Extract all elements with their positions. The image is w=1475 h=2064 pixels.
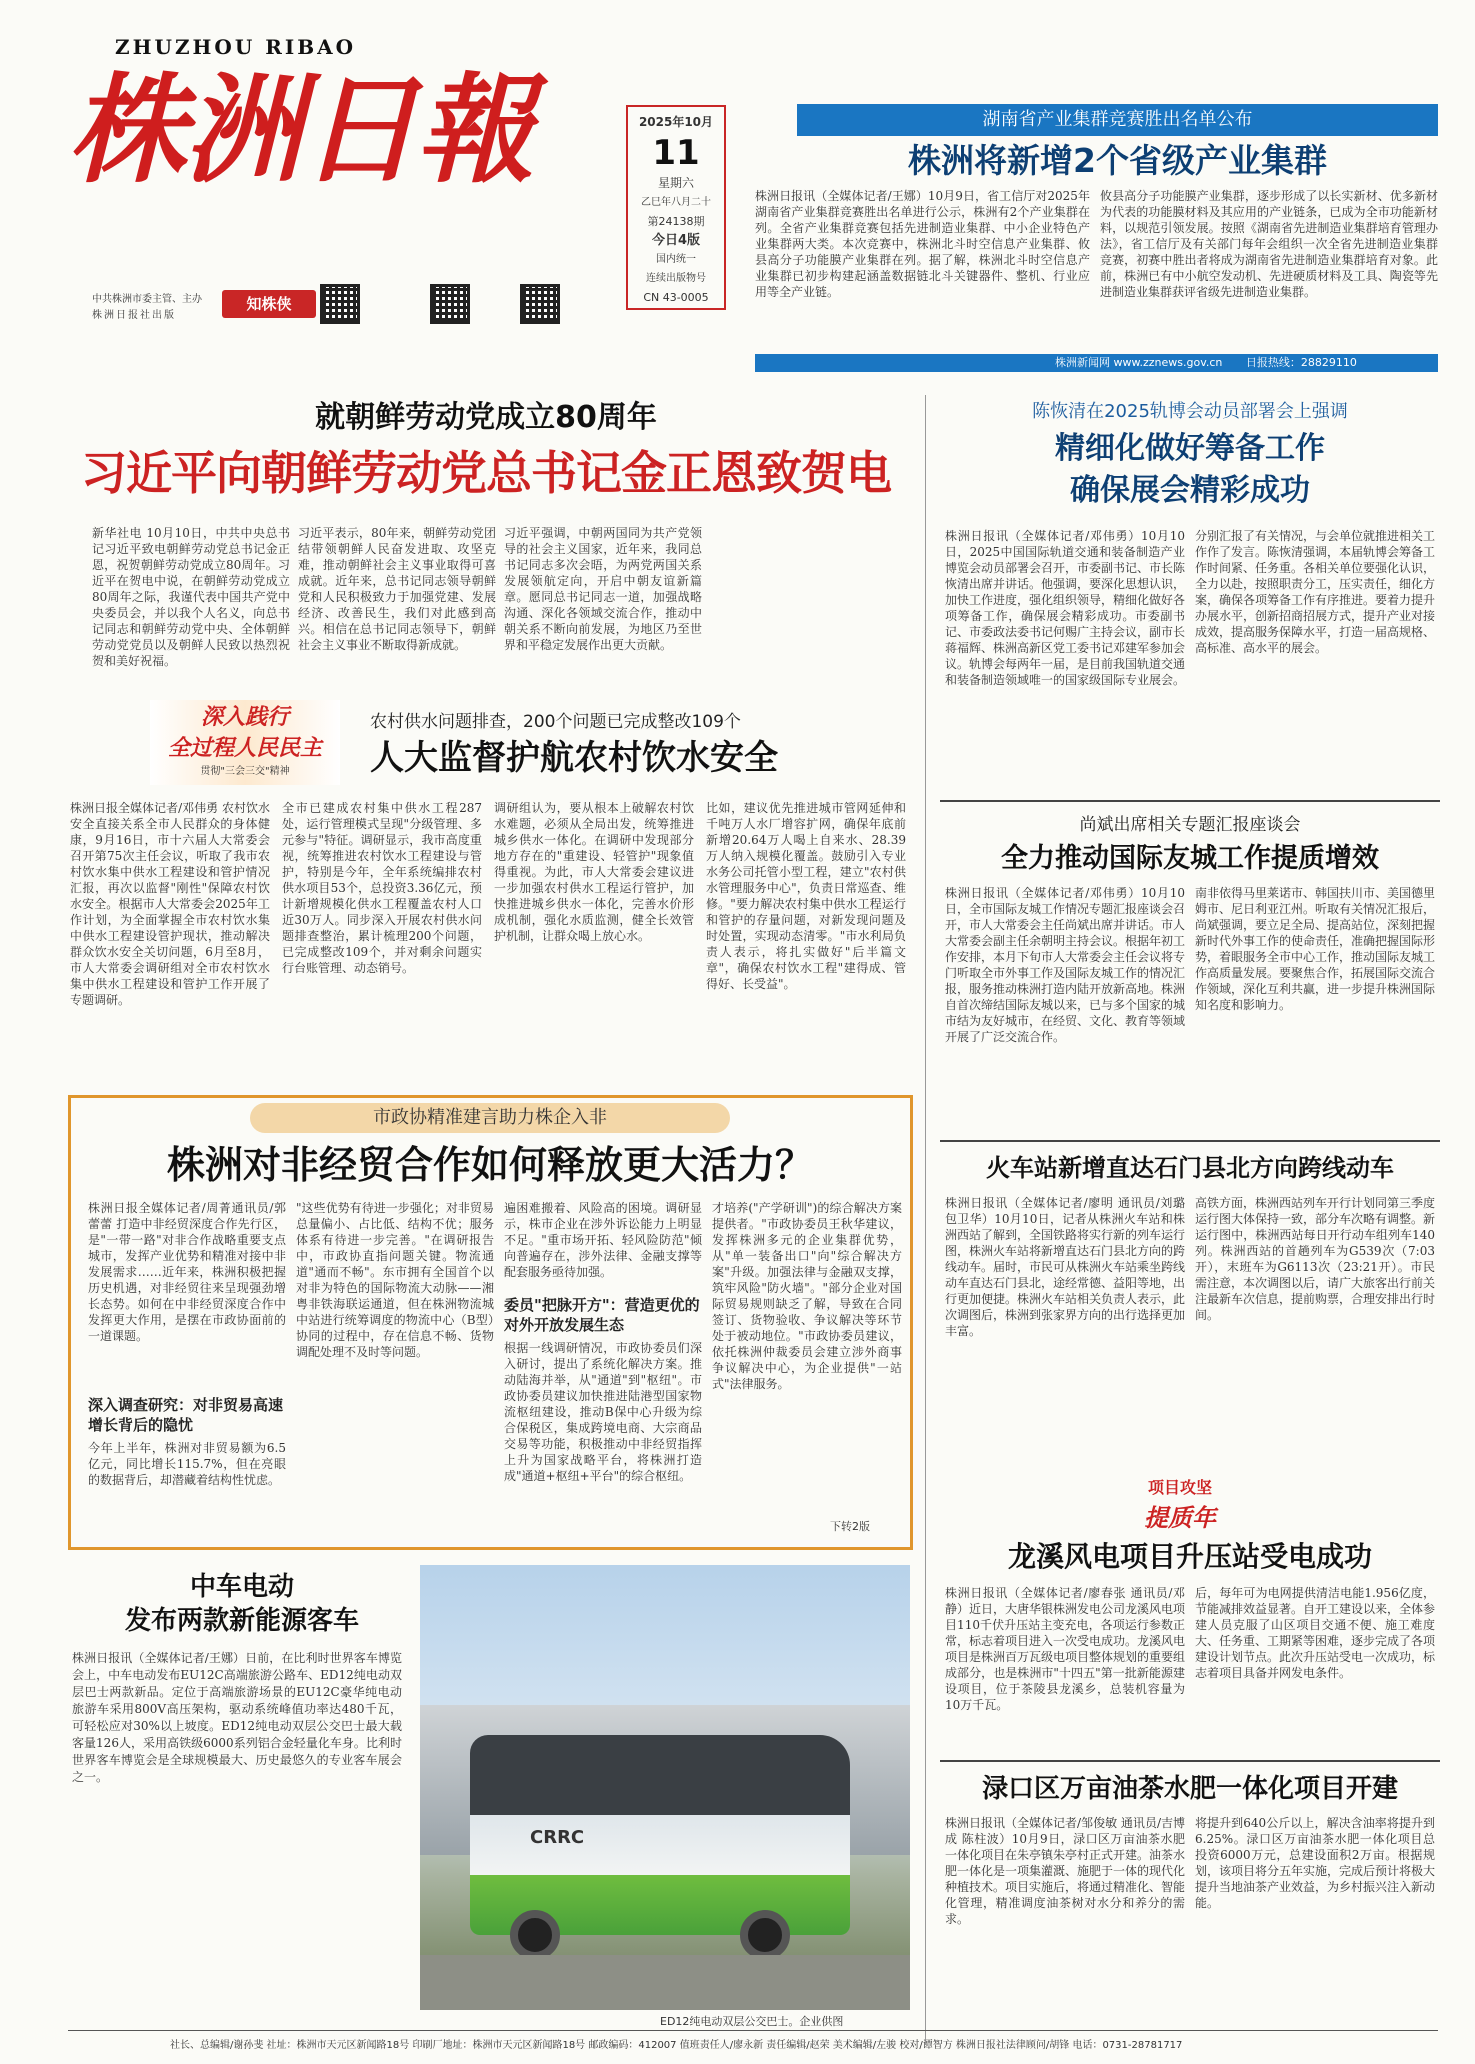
fertilizer-headline: 渌口区万亩油茶水肥一体化项目开建 <box>981 1774 1398 1804</box>
bus-photo <box>420 1565 910 2010</box>
bus-headline-1: 中车电动 <box>189 1572 294 1602</box>
train-col-2: 高铁方面，株洲西站列车开行计划同第三季度运行图大体保持一致，部分车次略有调整。新运行图中，株洲西站每日开行动车组列车140列。株洲西站的首趟列车为G539次（7:03开），末班车为G6113次（23:21开）。市民需注意，本次调图以后，请广大旅客出行前关注最新车次信息，提前购票，合理安排出行时间。 <box>1195 1196 1435 1322</box>
issue-number: 第24138期 <box>647 215 705 228</box>
lunar-date: 乙巳年八月二十 <box>641 197 711 208</box>
lead-col-2: 习近平表示，80年来，朝鲜劳动党团结带领朝鲜人民奋发进取、攻坚克难，推动朝鲜社会主义事业取得可喜成就。近年来，总书记同志领导朝鲜党和人民积极致力于加强党建、发展经济、改善民生，我们对此感到高兴。相信在总书记同志领导下，朝鲜社会主义事业不断取得新成就。 <box>298 526 496 652</box>
cppcc-subhead-2: 委员"把脉开方"：营造更优的对外开放发展生态 <box>504 1296 700 1334</box>
cppcc-subhead-1: 深入调查研究：对非贸易高速增长背后的隐忧 <box>88 1396 284 1434</box>
photo-caption: ED12纯电动双层公交巴士。企业供图 <box>660 2015 844 2028</box>
water-col-4: 比如，建议优先推进城市管网延伸和千吨万人水厂增容扩网，确保年底前新增20.64万人喝上自来水、28.39万人纳入规模化覆盖。鼓励引入专业水务公司托管小型工程，建立"农村供水管理服务中心"，负责日常巡查、维修。"要力解决农村集中供水工程运行和管护的存量问题，对新发现问题及时处置，实现动态清零。"市水利局负责人表示，将扎实做好"后半篇文章"，确保农村饮水工程"建得成、管得好、长受益"。 <box>706 801 906 991</box>
masthead-title: 株洲日報 <box>68 60 533 199</box>
publisher-line: 株洲日报社出版 <box>92 310 176 321</box>
cppcc-col-4: 才培养("产学研训")的综合解决方案提供者。"市政协委员王秋华建议，发挥株洲多元的企业集群优势，从"单一装备出口"向"综合解决方案"升级。加强法律与金融双支撑，筑牢风险"防火墙"。"部分企业对国际贸易规则缺乏了解，导致在合同签订、货物验收、争议解决等环节处于被动地位。"市政协委员建议，依托株洲仲裁委员会建立涉外商事争议解决中心，为企业提供"一站式"法律服务。 <box>712 1201 902 1391</box>
continued-link[interactable]: 下转2版 <box>830 1520 870 1533</box>
tongyi-label: 国内统一 <box>656 254 696 265</box>
water-headline: 人大监督护航农村饮水安全 <box>370 738 778 778</box>
footer-text: 社长、总编辑/谢孙斐 社址：株洲市天元区新闻路18号 印刷厂地址：株洲市天元区新闻路18号 邮政编码：412007 值班责任人/廖永新 责任编辑/赵荣 美术编辑/左骏 校对/谭智方 株洲日报社法律顾问/胡锋 电话：0731-28781717 <box>170 2040 1183 2051</box>
project-headline: 龙溪风电项目升压站受电成功 <box>1007 1540 1372 1573</box>
masthead-pinyin: ZHUZHOU RIBAO <box>115 35 357 59</box>
road <box>420 1955 910 2010</box>
wheel-icon <box>510 1910 560 1960</box>
sponsor-block <box>92 292 202 324</box>
expo-col-2: 分别汇报了有关情况，与会单位就推进相关工作作了发言。陈恢清强调，本届轨博会筹备工作时间紧、任务重。各相关单位要强化认识，全力以赴，按照职责分工，压实责任，细化方案，确保各项筹备工作有序推进。要着力提升办展水平，创新招商招展方式，提升产业对接成效，提高服务保障水平，打造一届高规格、高标准、高水平的展会。 <box>1195 529 1435 655</box>
column-divider <box>925 395 926 2045</box>
water-col-3: 调研组认为，要从根本上破解农村饮水难题，必须从全局出发，统筹推进城乡供水一体化。在调研中发现部分地方存在的"重建设、轻管护"现象值得重视。为此，市人大常委会建议进一步加强农村供水工程运行管护，加快推进城乡供水一体化，完善水价形成机制，强化水质监测，健全长效管护机制，让群众喝上放心水。 <box>494 801 694 943</box>
date-day: 11 <box>652 133 700 173</box>
cppcc-kicker: 市政协精准建言助力株企入非 <box>250 1103 730 1133</box>
cn-number: CN 43-0005 <box>643 291 709 304</box>
qr-code-icon <box>520 284 560 324</box>
hotline: 日报热线：28829110 <box>1245 356 1357 369</box>
bus-body <box>470 1735 850 1935</box>
page-count: 今日4版 <box>651 233 701 248</box>
cn-label: 连续出版物号 <box>646 273 706 284</box>
section-rule <box>940 1140 1440 1142</box>
project-col-1: 株洲日报讯（全媒体记者/廖春张 通讯员/邓静）近日，大唐华银株洲发电公司龙溪风电项目110千伏升压站主变充电，各项运行参数正常，标志着项目进入一次受电成功。龙溪风电项目是株洲百万瓦级电项目整体规划的重要组成部分，也是株洲市"十四五"第一批新能源建设项目，位于茶陵县龙溪乡，总装机容量为10万千瓦。 <box>945 1586 1185 1712</box>
expo-headline-1: 精细化做好筹备工作 <box>1055 431 1325 466</box>
friendship-kicker: 尚斌出席相关专题汇报座谈会 <box>1079 815 1301 835</box>
section-rule <box>940 1760 1440 1762</box>
cppcc-col-2: "这些优势有待进一步强化；对非贸易总量偏小、占比低、结构不优；服务体系有待进一步完善。"在调研报告中，市政协直指问题关键。物流通道"通而不畅"。东市拥有全国首个以对非为特色的国际物流大动脉——湘粤非铁海联运通道，但在株洲物流城中站进行统筹调度的物流中心（B型）协同的过程中，存在信息不畅、货物调配处理不及时等问题。 <box>296 1201 494 1359</box>
fertilizer-col-1: 株洲日报讯（全媒体记者/邹俊敏 通讯员/吉博成 陈柱波）10月9日，渌口区万亩油茶水肥一体化项目在朱亭镇朱亭村正式开建。油茶水肥一体化是一项集灌溉、施肥于一体的现代化种植技术。项目实施后，将通过精准化、智能化管理，精准调度油茶树对水分和养分的需求。 <box>945 1816 1185 1926</box>
top-kicker: 湖南省产业集群竞赛胜出名单公布 <box>797 104 1438 136</box>
wheel-icon <box>740 1910 790 1960</box>
cppcc-col-1: 株洲日报全媒体记者/周菁通讯员/郭蕾蕾 打造中非经贸深度合作先行区，是"一带一路"对非合作战略重要支点城市，发挥产业优势和精准对接中非发展需求……近年来，株洲积极把握历史机遇，对非经贸往来呈现强劲增长态势。如何在中非经贸深度合作中发挥更大作用，是摆在市政协面前的一道课题。 <box>88 1201 286 1343</box>
project-col-2: 后，每年可为电网提供清洁电能1.956亿度，节能减排效益显著。自开工建设以来，全体参建人员克服了山区项目交通不便、施工难度大、任务重、工期紧等困难，逐步完成了各项建设计划节点。此次升压站受电一次成功，标志着项目具备并网发电条件。 <box>1195 1586 1435 1680</box>
top-headline: 株洲将新增2个省级产业集群 <box>908 141 1327 180</box>
footer-rule <box>68 2030 1438 2031</box>
bus-brand: CRRC <box>530 1827 585 1848</box>
top-col-1: 株洲日报讯（全媒体记者/王娜）10月9日，省工信厅对2025年湖南省产业集群竞赛胜出名单进行公示，株洲有2个产业集群在列。全省产业集群竞赛包括先进制造业集群、中小企业特色产业集群两大类。本次竞赛中，株洲北斗时空信息产业集群、攸县高分子功能膜产业集群在列。据了解，株洲北斗时空信息产业集群已初步构建起涵盖数据链北斗关键器件、整机、行业应用等全产业链。 <box>755 189 1090 299</box>
date-ym: 2025年10月 <box>638 115 714 129</box>
lead-col-1: 新华社电 10月10日，中共中央总书记习近平致电朝鲜劳动党总书记金正恩，祝贺朝鲜劳动党成立80周年。习近平在贺电中说，在朝鲜劳动党成立80周年之际，我谨代表中国共产党中央委员会，并以我个人名义，向总书记同志和朝鲜劳动党中央、全体朝鲜劳动党党员以及朝鲜人民致以热烈祝贺和美好祝福。 <box>92 526 290 668</box>
qr-code-icon <box>430 284 470 324</box>
top-footer-bar <box>755 354 1438 372</box>
friendship-col-1: 株洲日报讯（全媒体记者/邓伟勇）10月10日，全市国际友城工作情况专题汇报座谈会召开，市人大常委会主任尚斌出席并讲话。市人大常委会副主任余朝明主持会议。根据年初工作安排，本月下旬市人大常委会主任会议将专门听取全市外事工作及国际友城工作的情况汇报，服务推动株洲打造内陆开放新高地。株洲自首次缔结国际友城以来，已与多个国家的城市结为友好城市，在经贸、文化、教育等领域开展了广泛交流合作。 <box>945 886 1185 1044</box>
bus-headline-2: 发布两款新能源客车 <box>124 1606 359 1636</box>
democracy-tag <box>150 700 340 785</box>
cppcc-col-3b: 根据一线调研情况，市政协委员们深入研讨，提出了系统化解决方案。推动陆海并举，从"通道"到"枢纽"。市政协委员建议加快推进陆港型国家物流枢纽建设，推动B保中心升级为综合保税区，集成跨境电商、大宗商品交易等功能，积极推动中非经贸指挥上升为国家战略平台，将株洲打造成"通道+枢纽+平台"的综合枢纽。 <box>504 1341 702 1483</box>
friendship-headline: 全力推动国际友城工作提质增效 <box>1001 843 1379 874</box>
website-link[interactable]: 株洲新闻网 www.zznews.gov.cn <box>1055 356 1223 369</box>
tag-line-2: 全过程人民民主 <box>167 736 322 761</box>
water-col-2: 全市已建成农村集中供水工程287处，运行管理模式呈现"分级管理、多元参与"特征。调研显示，我市高度重视，统筹推进农村饮水工程建设与管护，特别是今年，全年系统编排农村供水项目53个，总投资3.36亿元，预计新增规模化供水工程覆盖农村人口近30万人。同步深入开展农村供水问题排查整治，累计梳理200个问题，已完成整改109个，并对剩余问题实行台账管理、动态销号。 <box>282 801 482 975</box>
cppcc-col-3: 遍困难搬着、风险高的困境。调研显示，株市企业在涉外诉讼能力上明显不足。"重市场开拓、轻风险防范"倾向普遍存在，涉外法律、金融支撑等配套服务亟待加强。 <box>504 1201 702 1279</box>
water-kicker: 农村供水问题排查，200个问题已完成整改109个 <box>370 712 741 732</box>
project-tag-line-1: 项目攻坚 <box>1147 1478 1212 1497</box>
train-col-1: 株洲日报讯（全媒体记者/廖明 通讯员/刘璐 包卫华）10月10日，记者从株洲火车站和株洲西站了解到，全国铁路将实行新的列车运行图，株洲火车站将新增直达石门县北方向的跨线动车。届时，市民可从株洲火车站乘坐跨线动车直达石门县北，途经常德、益阳等地，出行更加便捷。株洲火车站相关负责人表示，此次调图后，株洲到张家界方向的出行选择更加丰富。 <box>945 1196 1185 1338</box>
friendship-col-2: 南非依得马里莱诺市、韩国扶川市、美国德里姆市、尼日利亚江州。听取有关情况汇报后，尚斌强调，要立足全局、提高站位，深刻把握新时代外事工作的使命责任，准确把握国际形势，着眼服务全市中心工作，推动国际友城工作高质量发展。要聚焦合作，拓展国际交流合作领域，深化互利共赢，进一步提升株洲国际知名度和影响力。 <box>1195 886 1435 1012</box>
expo-kicker: 陈恢清在2025轨博会动员部署会上强调 <box>1032 401 1348 422</box>
section-rule <box>940 800 1440 802</box>
lead-kicker: 就朝鲜劳动党成立80周年 <box>315 400 657 435</box>
top-col-2: 攸县高分子功能膜产业集群，逐步形成了以长实新材、优多新材为代表的功能膜材料及其应用的产业链条，已成为全市功能新材料，以规范引领发展。按照《湖南省先进制造业集群培育管理办法》，省工信厅及有关部门每年会组织一次全省先进制造业集群竞赛，初赛中胜出者将成为湖南省先进制造业集群培育对象。此前，株洲已有中小航空发动机、先进硬质材料及工具、陶瓷等先进制造业集群获评省级先进制造业集群。 <box>1100 189 1438 299</box>
cppcc-col-1b: 今年上半年，株洲对非贸易额为6.5亿元，同比增长115.7%，但在亮眼的数据背后，却潜藏着结构性忧虑。 <box>88 1441 286 1487</box>
app-logo: 知株侠 <box>222 290 316 318</box>
sponsor-line: 中共株洲市委主管、主办 <box>92 294 202 305</box>
train-headline: 火车站新增直达石门县北方向跨线动车 <box>986 1154 1394 1182</box>
lead-col-3: 习近平强调，中朝两国同为共产党领导的社会主义国家，近年来，我同总书记同志多次会晤，为两党两国关系发展领航定向，开启中朝友谊新篇章。愿同总书记同志一道，加强战略沟通、深化各领域交流合作，推动中朝关系不断向前发展，为地区乃至世界和平稳定发展作出更大贡献。 <box>504 526 702 652</box>
bus-article: 株洲日报讯（全媒体记者/王娜）日前，在比利时世界客车博览会上，中车电动发布EU12C高端旅游公路车、ED12纯电动双层巴士两款新品。定位于高端旅游场景的EU12C豪华纯电动旅游车采用800V高压架构，驱动系统峰值功率达480千瓦，可轻松应对30%以上坡度。ED12纯电动双层公交巴士最大载客量126人，采用高铁级6000系列铝合金轻量化车身。比利时世界客车博览会是全球规模最大、历史最悠久的专业客车展会之一。 <box>72 1651 402 1784</box>
expo-headline-2: 确保展会精彩成功 <box>1070 473 1310 508</box>
expo-col-1: 株洲日报讯（全媒体记者/邓伟勇）10月10日，2025中国国际轨道交通和装备制造产业博览会动员部署会召开，市委副书记、市长陈恢清出席并讲话。他强调，要深化思想认识，加快工作进度，强化组织领导，精细化做好各项筹备工作，确保展会精彩成功。市委副书记、市委政法委书记何赐广主持会议，副市长蒋福辉、株洲高新区党工委书记邓建军参加会议。轨博会每两年一届，是目前我国轨道交通和装备制造领域唯一的国家级国际专业展会。 <box>945 529 1185 687</box>
cppcc-headline: 株洲对非经贸合作如何释放更大活力？ <box>166 1143 813 1187</box>
qr-code-icon <box>320 284 360 324</box>
water-col-1: 株洲日报全媒体记者/邓伟勇 农村饮水安全直接关系全市人民群众的身体健康，9月16日，市十六届人大常委会召开第75次主任会议，听取了我市农村饮水集中供水工程建设和管护情况汇报，再次以监督"刚性"保障农村饮水安全。根据市人大常委会2025年工作计划，为全面掌握全市农村饮水集中供水工程建设管护现状，推动解决群众饮水安全关切问题，6月至8月，市人大常委会调研组对全市农村饮水集中供水工程建设和管护工作开展了专题调研。 <box>70 801 270 1007</box>
fertilizer-col-2: 将提升到640公斤以上，解决含油率将提升到6.25%。渌口区万亩油茶水肥一体化项目总投资6000万元，总建设面积2万亩。根据规划，该项目将分五年实施，完成后预计将极大提升当地油茶产业效益，为乡村振兴注入新动能。 <box>1195 1816 1435 1910</box>
project-tag <box>1100 1475 1260 1530</box>
tag-line-3: 贯彻"三会三交"精神 <box>200 766 290 777</box>
date-box <box>626 105 726 310</box>
project-tag-line-2: 提质年 <box>1144 1504 1216 1532</box>
lead-headline: 习近平向朝鲜劳动党总书记金正恩致贺电 <box>81 446 891 500</box>
weekday: 星期六 <box>657 176 694 190</box>
tag-line-1: 深入践行 <box>200 705 289 730</box>
